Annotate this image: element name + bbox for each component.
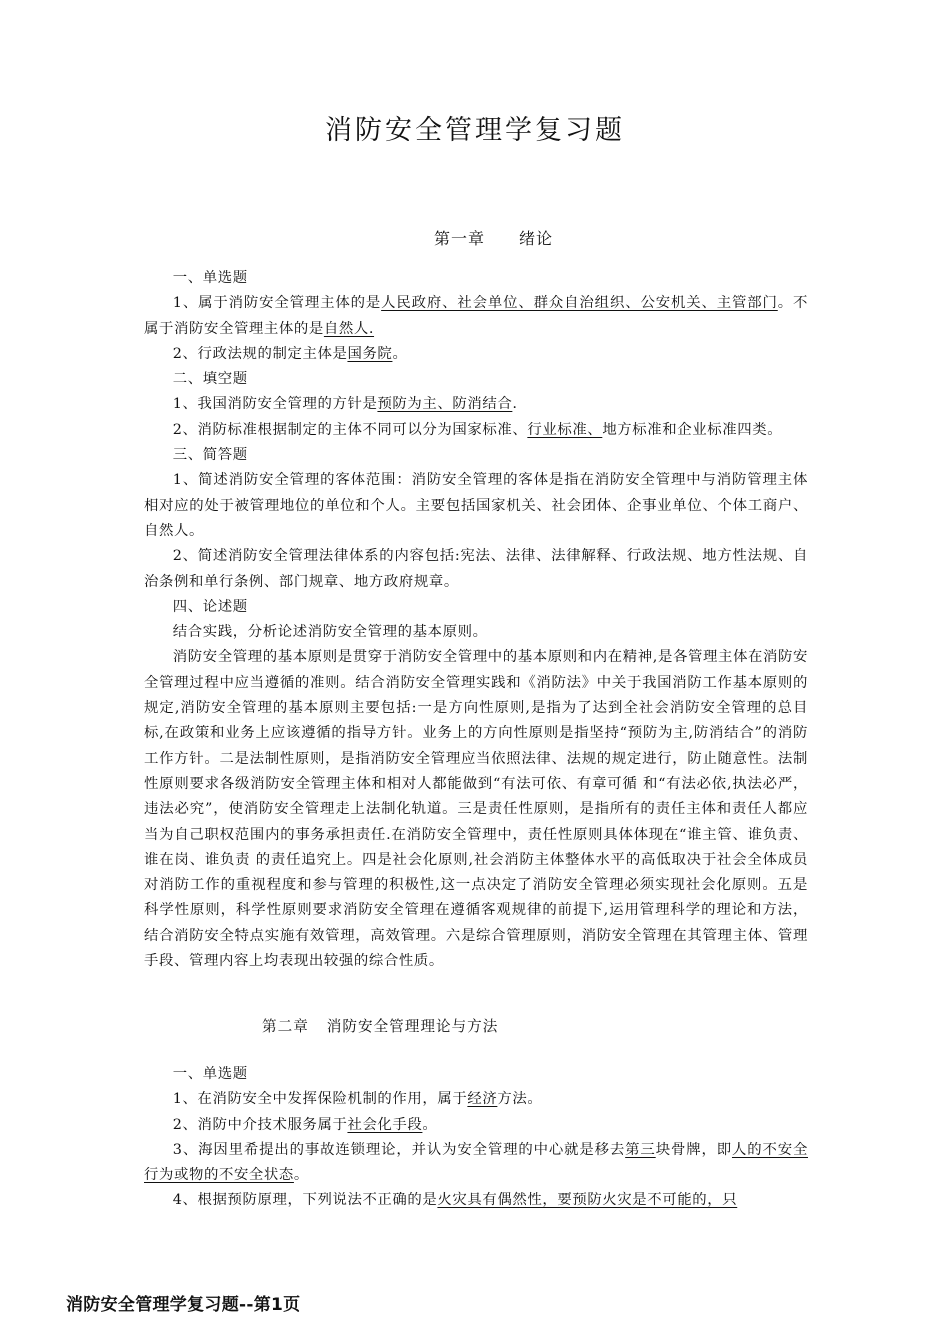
chapter-1-heading bbox=[434, 226, 553, 249]
answer-underlined: 自然人. bbox=[323, 320, 375, 337]
chapter-1-body bbox=[144, 266, 808, 974]
page-footer: 消防安全管理学复习题--第1页 bbox=[66, 1295, 301, 1315]
question-item: 4、根据预防原理，下列说法不正确的是火灾具有偶然性，要预防火灾是不可能的，只 bbox=[172, 1192, 738, 1209]
answer-underlined: 国务院 bbox=[347, 345, 393, 362]
answer-underlined: 人的不安全行为或物的不安全状态 bbox=[144, 1141, 808, 1184]
question-item: 2、消防中介技术服务属于社会化手段。 bbox=[172, 1116, 438, 1133]
question-item: 2、行政法规的制定主体是国务院。 bbox=[172, 345, 408, 362]
chapter-1-number: 第一章 bbox=[434, 229, 486, 248]
question-item: 2、简述消防安全管理法律体系的内容包括:宪法、法律、法律解释、行政法规、地方性法规、自治条例和单行条例、部门规章、地方政府规章。 bbox=[144, 548, 808, 590]
section-heading: 二、填空题 bbox=[172, 371, 248, 388]
question-item: 1、在消防安全中发挥保险机制的作用，属于经济方法。 bbox=[172, 1091, 543, 1108]
section-heading: 一、单选题 bbox=[172, 270, 248, 286]
answer-underlined: 第三 bbox=[625, 1141, 656, 1158]
answer-underlined: 社会化手段 bbox=[347, 1116, 423, 1133]
question-item: 2、消防标准根据制定的主体不同可以分为国家标准、行业标准、地方标准和企业标准四类。 bbox=[172, 421, 783, 438]
section-heading: 三、简答题 bbox=[172, 447, 248, 464]
document-title: 消防安全管理学复习题 bbox=[325, 115, 625, 146]
question-item: 3、海因里希提出的事故连锁理论，并认为安全管理的中心就是移去第三块骨牌，即人的不安全行为或物的不安全状态。 bbox=[144, 1141, 808, 1184]
chapter-2-body bbox=[144, 1062, 808, 1214]
answer-underlined: 经济 bbox=[467, 1091, 498, 1108]
essay-answer: 消防安全管理的基本原则是贯穿于消防安全管理中的基本原则和内在精神,是各管理主体在消防安全管理过程中应当遵循的准则。结合消防安全管理实践和《消防法》中关于我国消防工作基本原则的规定,消防安全管理的基本原则主要包括:一是方向性原则,是指为了达到全社会消防安全管理的总目标,在政策和业务上应该遵循的指导方针。业务上的方向性原则是指坚持“预防为主,防消结合”的消防工作方针。二是法制性原则，是指消防安全管理应当依照法律、法规的规定进行，防止随意性。法制性原则要求各级消防安全管理主体和相对人都能做到“有法可依、有章可循 和“有法必依,执法必严，违法必究”，使消防安全管理走上法制化轨道。三是责任性原则，是指所有的责任主体和责任人都应当为自己职权范围内的事务承担责任.在消防安全管理中，责任性原则具体体现在“谁主管、谁负责、谁在岗、谁负责 的责任追究上。四是社会化原则,社会消防主体整体水平的高低取决于社会全体成员对消防工作的重视程度和参与管理的积极性,这一点决定了消防安全管理必须实现社会化原则。五是科学性原则，科学性原则要求消防安全管理在遵循客观规律的前提下,运用管理科学的理论和方法，结合消防安全特点实施有效管理，高效管理。六是综合管理原则，消防安全管理在其管理主体、管理手段、管理内容上均表现出较强的综合性质。 bbox=[144, 649, 808, 970]
section-heading: 四、论述题 bbox=[172, 598, 248, 615]
answer-underlined: 预防为主、防消结合 bbox=[377, 396, 513, 413]
answer-underlined: 火灾具有偶然性，要预防火灾是不可能的，只 bbox=[437, 1192, 738, 1209]
essay-question: 结合实践，分析论述消防安全管理的基本原则。 bbox=[172, 624, 488, 641]
question-item: 1、简述消防安全管理的客体范围：消防安全管理的客体是指在消防安全管理中与消防管理主体相对应的处于被管理地位的单位和个人。主要包括国家机关、社会团体、企事业单位、个体工商户、自然人。 bbox=[144, 472, 808, 539]
question-item: 1、属于消防安全管理主体的是人民政府、社会单位、群众自治组织、公安机关、主管部门。不属于消防安全管理主体的是自然人. bbox=[144, 295, 808, 337]
chapter-2-number: 第二章 bbox=[262, 1018, 309, 1035]
chapter-2-heading bbox=[262, 1015, 498, 1036]
section-heading: 一、单选题 bbox=[172, 1066, 248, 1082]
chapter-2-name: 消防安全管理理论与方法 bbox=[326, 1018, 499, 1035]
answer-underlined: 人民政府、社会单位、群众自治组织、公安机关、主管部门 bbox=[381, 295, 778, 312]
answer-underlined: 行业标准、 bbox=[527, 421, 603, 438]
question-item: 1、我国消防安全管理的方针是预防为主、防消结合. bbox=[172, 396, 518, 413]
chapter-1-name: 绪论 bbox=[519, 229, 554, 248]
